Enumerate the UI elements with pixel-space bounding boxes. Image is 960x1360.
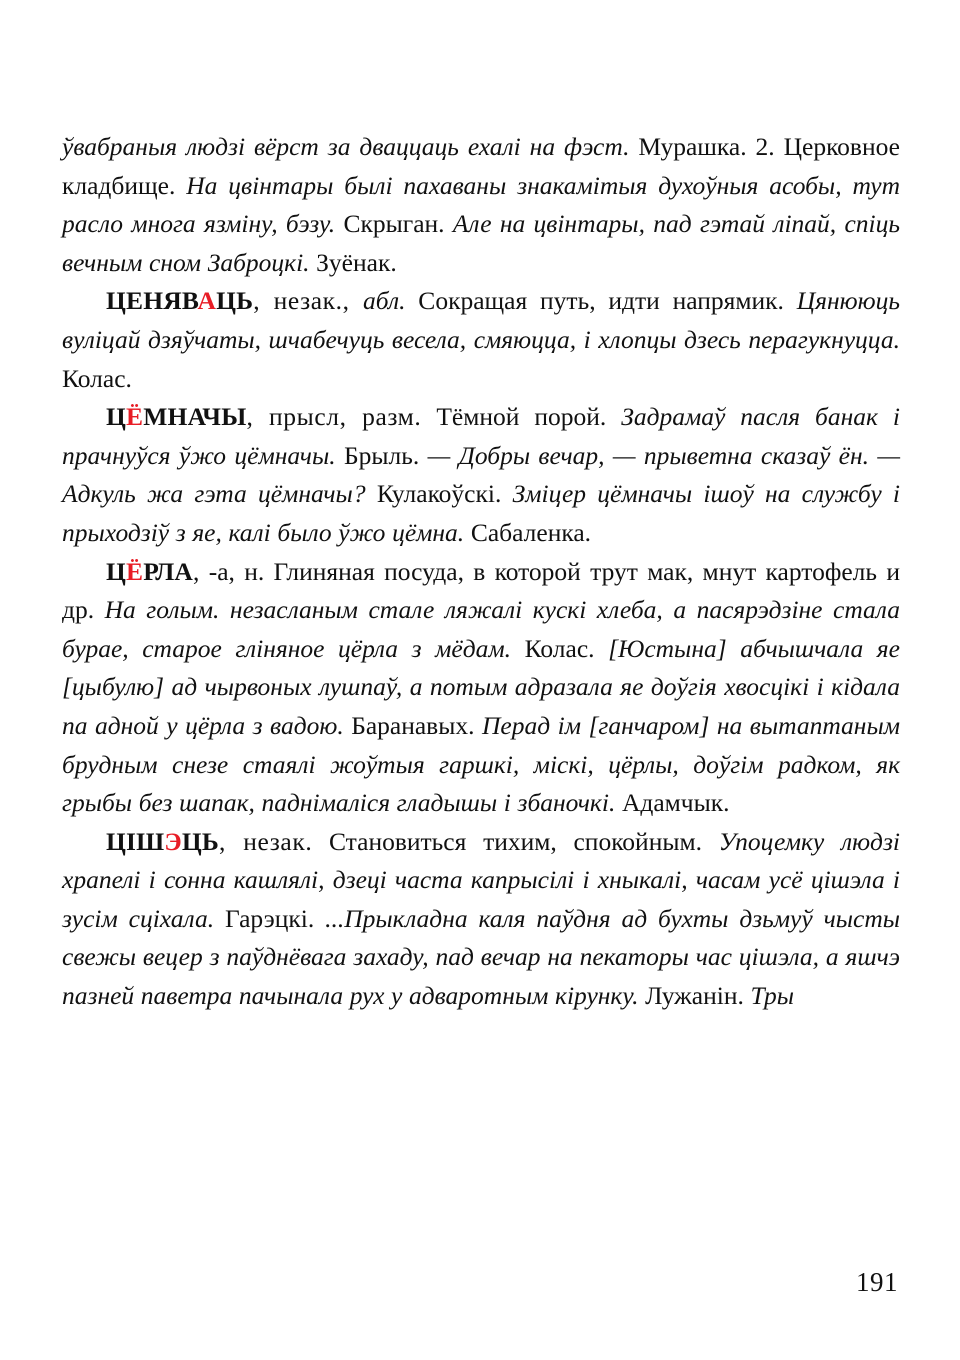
headword-part: ЦІШ [106, 826, 165, 856]
stressed-vowel: Э [164, 826, 182, 856]
grammar-label: , незак. [218, 826, 313, 856]
citation-source: Колас. [511, 633, 609, 663]
headword-part: Ц [106, 402, 127, 432]
paragraph-continuation-top [62, 128, 900, 282]
dictionary-entry-cishec [62, 823, 900, 1016]
headword-part: ЦЬ [181, 826, 219, 856]
citation-text: — Добры вечар, — прыветна сказаў ён. — Адкуль жа гэта цёмначы? [62, 440, 900, 509]
stressed-vowel: Ё [126, 402, 144, 432]
usage-label: абл. [363, 286, 406, 316]
citation-text: Тры [750, 981, 795, 1011]
citation-source: Кулакоўскі. [365, 479, 513, 509]
citation-source: Гарэцкі. [214, 903, 326, 933]
citation-text: Перад ім [ганчаром] на вытаптаным брудным снезе стаялі жоўтыя гаршкі, міскі, цёрлы, доўгім радком, як грыбы без шапак, паднімаліся гладышы і збаночкі. [62, 710, 900, 818]
citation-source: Скрыган. [335, 209, 453, 239]
definition-text: , -а, н. Глиняная посуда, в которой трут мак, мнут картофель и др. [62, 556, 900, 625]
citation-text: Зміцер цёмначы ішоў на службу і прыходзіў з яе, калі было ўжо цёмна. [62, 479, 900, 547]
dictionary-entry-cenyavac [62, 282, 900, 398]
headword-part: РЛА [143, 556, 194, 586]
citation-text: Упоцемку людзі храпелі і сонна кашлялі, дзеці часта капрысілі і хныкалі, часам усё цішэла і зусім сціхала. [62, 826, 900, 933]
citation-text: Але на цвінтары, пад гэтай ліпай, спіць вечным сном Заброцкі. [62, 209, 900, 277]
grammar-label: , незак., [253, 286, 364, 316]
page-number: 191 [856, 1267, 898, 1297]
citation-source: Лужанін. [638, 981, 751, 1011]
citation-text: Цянююць вуліцай дзяўчаты, шчабечуць весела, смяюцца, і хлопцы дзесь перагукнуцца. [62, 286, 900, 354]
definition-text: Сокращая путь, идти напрямик. [405, 286, 797, 316]
citation-text: [Юстына] абчышчала яе [цыбулю] ад чырвоных лушпаў, а потым адразала яе доўгія хвосцікі і кідала па адной у цёрла з вадою. [62, 633, 900, 740]
grammar-label: , прысл, разм. [246, 402, 422, 432]
headword [106, 286, 253, 315]
headword-part: МНАЧЫ [143, 402, 247, 432]
citation-source: Зуёнак. [309, 247, 397, 277]
citation-text: Задрамаў пасля банак і прачнуўся ўжо цёмначы. [62, 402, 900, 470]
text-column [62, 128, 900, 1016]
citation-source: Баранавых. [343, 710, 482, 740]
citation-source: Колас. [62, 363, 132, 393]
dictionary-entry-cyorla [62, 553, 900, 823]
citation-text: ...Прыкладна каля паўдня ад бухты дзьмуў чысты свежы вецер з паўднёвага захаду, пад вечар на пекаторы час цішэла, а яшчэ пазней паветра пачынала рух у адваротным кірунку. [62, 903, 901, 1011]
headword [106, 402, 246, 431]
source-and-sense-text: Мурашка. 2. Церковное кладбище. [62, 132, 900, 200]
stressed-vowel: Ё [126, 556, 144, 586]
headword [106, 557, 193, 586]
citation-text: ўвабраныя людзі вёрст за дваццаць ехалі на фэст. [62, 132, 630, 161]
citation-text: На голым. незасланым стале ляжалі кускі хлеба, а пасярэдзіне стала бурае, старое гліняное цёрла з мёдам. [62, 595, 900, 663]
definition-text: Становиться тихим, спокойным. [312, 826, 719, 856]
definition-text: Тёмной порой. [421, 402, 622, 432]
citation-source: Сабаленка. [464, 517, 592, 547]
citation-source: Адамчык. [615, 788, 730, 818]
citation-text: На цвінтары былі пахаваны знакамітыя духоўныя асобы, тут расло многа язміну, бэзу. [62, 170, 900, 239]
dictionary-entry-cyomnachy [62, 398, 900, 552]
headword [106, 827, 219, 856]
citation-source: Брыль. [335, 440, 428, 470]
headword-part: Ц [106, 556, 127, 586]
headword-part: ЦЕНЯВ [106, 286, 198, 316]
headword-part: ЦЬ [216, 286, 254, 316]
stressed-vowel: А [197, 286, 217, 316]
